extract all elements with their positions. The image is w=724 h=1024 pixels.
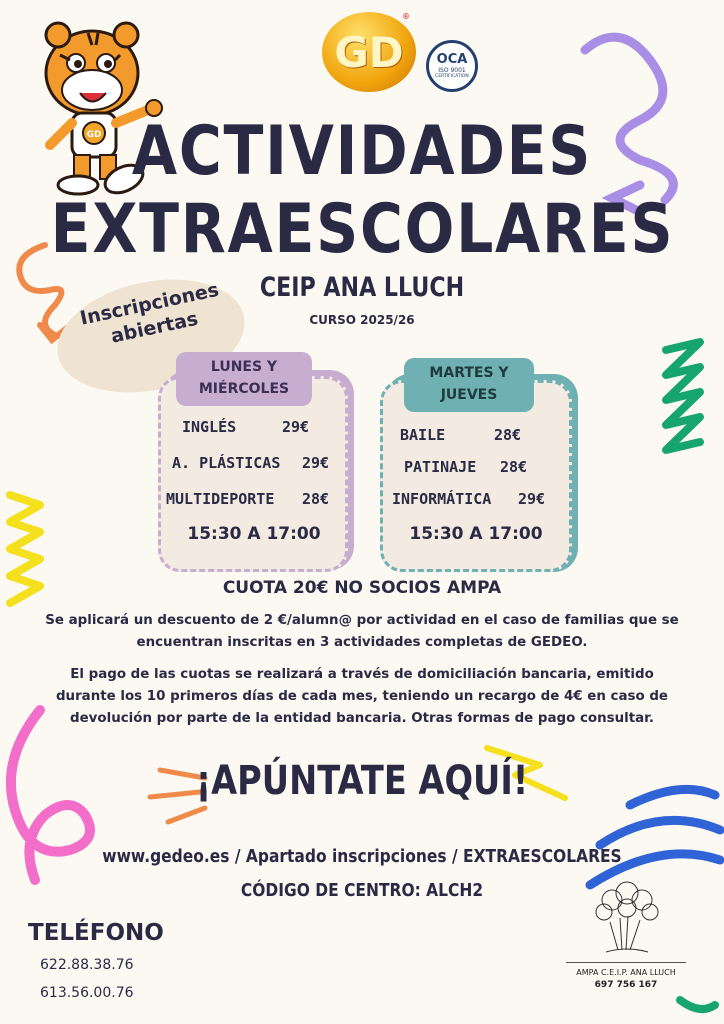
card-1-activity-1: INGLÉS 29€ [182,418,310,436]
card-1-time: 15:30 A 17:00 [187,524,321,544]
blue-swoosh-2 [600,820,720,845]
gedeo-logo [322,12,416,92]
course-year: CURSO 2025/26 [309,313,415,327]
fee-text: CUOTA 20€ NO SOCIOS AMPA [222,578,502,598]
card-2-activity-1: BAILE 28€ [400,426,522,444]
signup-heading: ¡APÚNTATE AQUÍ! [195,758,529,804]
school-name: CEIP ANA LLUCH [259,272,465,303]
green-corner [680,1000,715,1009]
schedule-card-1-days: LUNES Y MIÉRCOLES [176,352,312,406]
discount-text: Se aplicará un descuento de 2 €/alumn@ por actividad en el caso de familias que se encuentran inscritas en 3 actividades completas de GEDEO. [45,613,679,650]
title-line-2: EXTRAESCOLARES [50,190,675,269]
card-2-time: 15:30 A 17:00 [409,524,543,544]
signup-website[interactable]: www.gedeo.es / Apartado inscripciones / EXTRAESCOLARES [102,846,622,867]
phone-label: TELÉFONO [28,920,164,946]
card-1-activity-2: A. PLÁSTICAS 29€ [172,454,330,472]
card-2-activity-3: INFORMÁTICA 29€ [392,490,546,508]
gedeo-logo-text: GD [334,27,404,77]
ampa-phone[interactable]: 697 756 167 [594,980,658,990]
card-2-activity-2: PATINAJE 28€ [404,458,528,476]
schedule-card-2-days: MARTES Y JUEVES [404,358,534,412]
center-code: CÓDIGO DE CENTRO: ALCH2 [240,880,484,901]
card-1-activity-3: MULTIDEPORTE 28€ [166,490,330,508]
ampa-name: AMPA C.E.I.P. ANA LLUCH [576,968,676,977]
oca-seal-caption: CERTIFICATION [435,74,469,79]
registration-badge-text: Inscripciones abiertas [78,278,221,348]
payment-text: El pago de las cuotas se realizará a través de domiciliación bancaria, emitido durante los 10 primeros días de cada mes, teniendo un recargo de 4€ en caso de devolución por parte de la entidad bancaria. Otras formas de pago consultar. [55,667,669,726]
ampa-divider [566,962,686,963]
green-zigzag [666,342,700,450]
registered-icon: ® [402,12,410,21]
phone-number-2[interactable]: 613.56.00.76 [40,985,134,1001]
oca-seal-title: OCA [436,52,468,67]
oca-certification-seal [426,40,478,92]
phone-number-1[interactable]: 622.88.38.76 [40,957,134,973]
ampa-tree-logo [582,878,672,958]
oca-seal-standard: ISO 9001 [438,67,466,74]
orange-dash-3 [168,808,205,822]
svg-text:GD: GD [86,130,102,140]
title-line-1: ACTIVIDADES [131,112,593,191]
